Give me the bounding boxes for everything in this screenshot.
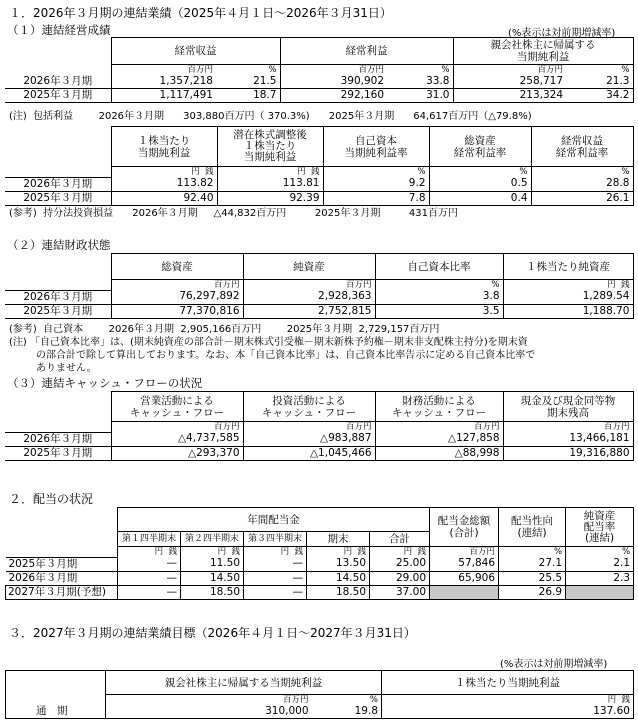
cell: 21.3 bbox=[566, 75, 633, 89]
forecast-title: ３．2027年３月期の連結業績目標（2026年４月１日～2027年３月31日） bbox=[9, 626, 416, 640]
cell: △88,998 bbox=[375, 446, 503, 460]
cell: 1,357,218 bbox=[111, 75, 216, 89]
cell: 390,902 bbox=[280, 75, 387, 89]
cell: △1,045,466 bbox=[243, 446, 375, 460]
row-label: 2025年３月期 bbox=[5, 89, 111, 103]
cell: 26.1 bbox=[531, 191, 633, 205]
header-ordinary-profit: 経常利益 bbox=[280, 38, 453, 65]
cell: △983,887 bbox=[243, 432, 375, 446]
unit: 円 銭 bbox=[382, 695, 634, 706]
header-q2: 第２四半期末 bbox=[181, 532, 244, 547]
cell: 19,316,880 bbox=[503, 446, 633, 460]
unit: % bbox=[323, 167, 429, 178]
cell: — bbox=[118, 571, 181, 585]
cell: 13.50 bbox=[307, 557, 370, 571]
header-total: 合計 bbox=[370, 532, 430, 547]
cell: 1,188.70 bbox=[503, 304, 633, 318]
unit: 百万円 bbox=[243, 280, 375, 291]
forecast-pct-note: (%表示は対前期増減率) bbox=[500, 659, 608, 670]
cell: 65,906 bbox=[430, 571, 499, 585]
cell: 1,289.54 bbox=[503, 290, 633, 304]
row-label: 2025年３月期 bbox=[6, 557, 118, 571]
cell: 34.2 bbox=[566, 89, 633, 103]
cell: 2.1 bbox=[566, 557, 634, 571]
cell: 27.1 bbox=[499, 557, 566, 571]
cell: 31.0 bbox=[387, 89, 453, 103]
cell: 3.8 bbox=[375, 290, 503, 304]
cell: 1,117,491 bbox=[111, 89, 216, 103]
unit: % bbox=[216, 65, 280, 76]
unit: % bbox=[375, 280, 503, 291]
table-row bbox=[6, 705, 634, 719]
unit: 百万円 bbox=[111, 422, 243, 433]
cell: 76,297,892 bbox=[111, 290, 243, 304]
cell: 18.50 bbox=[181, 585, 244, 599]
cell: 7.8 bbox=[323, 191, 429, 205]
cell: 57,846 bbox=[430, 557, 499, 571]
unit: 百万円 bbox=[243, 422, 375, 433]
cell: 292,160 bbox=[280, 89, 387, 103]
cell: 11.50 bbox=[181, 557, 244, 571]
header-diluted-eps: 潜在株式調整後 １株当たり 当期純利益 bbox=[217, 127, 323, 167]
header-net-income: 親会社株主に帰属する 当期純利益 bbox=[453, 38, 633, 65]
unit: 円 銭 bbox=[118, 547, 181, 558]
cell: 18.50 bbox=[307, 585, 370, 599]
table-row bbox=[5, 290, 633, 304]
header-financing-cf: 財務活動による キャッシュ・フロー bbox=[375, 392, 503, 422]
cash-flow-table bbox=[5, 391, 634, 461]
cell: 258,717 bbox=[453, 75, 566, 89]
cell: 37.00 bbox=[370, 585, 430, 599]
cell: 2.3 bbox=[566, 571, 634, 585]
cell: 9.2 bbox=[323, 177, 429, 191]
unit: 百万円 bbox=[453, 65, 566, 76]
row-label: 2025年３月期 bbox=[5, 304, 111, 318]
unit: % bbox=[566, 547, 634, 558]
unit: 円 銭 bbox=[244, 547, 307, 558]
per-share-table bbox=[5, 126, 634, 206]
row-label: 通 期 bbox=[6, 705, 106, 719]
row-label: 2025年３月期 bbox=[5, 446, 111, 460]
header-bps: １株当たり純資産 bbox=[503, 254, 633, 280]
header-payout-ratio: 配当性向 (連結) bbox=[499, 508, 566, 547]
pct-note: (%表示は対前期増減率) bbox=[508, 28, 616, 39]
unit: 百万円 bbox=[503, 422, 633, 433]
header-eps: １株当たり 当期純利益 bbox=[111, 127, 217, 167]
header-capital-ratio: 自己資本比率 bbox=[375, 254, 503, 280]
row-label: 2025年３月期 bbox=[5, 191, 111, 205]
capital-ratio-note-line2: の部合計で除して算出しております。なお、本「自己資本比率」は、自己資本比率告示に定める自己資本比率で bbox=[36, 350, 536, 361]
cell: 14.50 bbox=[181, 571, 244, 585]
cell: 18.7 bbox=[216, 89, 280, 103]
unit: 円 銭 bbox=[307, 547, 370, 558]
cell: 92.40 bbox=[111, 191, 217, 205]
header-dividend-ratio: 純資産 配当率 (連結) bbox=[566, 508, 634, 547]
cell bbox=[430, 585, 499, 599]
table-row bbox=[6, 557, 634, 571]
unit: 百万円 bbox=[375, 422, 503, 433]
header-roe: 自己資本 当期純利益率 bbox=[323, 127, 429, 167]
table-row bbox=[5, 304, 633, 318]
cell: 13,466,181 bbox=[503, 432, 633, 446]
row-label: 2027年３月期(予想) bbox=[6, 585, 118, 599]
unit: 円 銭 bbox=[503, 280, 633, 291]
cell: 3.5 bbox=[375, 304, 503, 318]
header-operating-cf: 営業活動による キャッシュ・フロー bbox=[111, 392, 243, 422]
table-row bbox=[5, 432, 633, 446]
row-label: 2026年３月期 bbox=[5, 432, 111, 446]
cell: △127,858 bbox=[375, 432, 503, 446]
section1-sub-title: （１）連結経営成績 bbox=[7, 23, 111, 37]
cell: 113.81 bbox=[217, 177, 323, 191]
unit: 円 銭 bbox=[111, 167, 217, 178]
cell: 33.8 bbox=[387, 75, 453, 89]
header-forecast-net-income: 親会社株主に帰属する当期純利益 bbox=[106, 671, 382, 695]
cell: △293,370 bbox=[111, 446, 243, 460]
table-row bbox=[5, 75, 633, 89]
own-capital-note: (参考) 自己資本 2026年３月期 2,905,166百万円 2025年３月期 2,729,157百万円 bbox=[9, 324, 440, 335]
cell: 26.9 bbox=[499, 585, 566, 599]
section3-sub-title: （３）連結キャッシュ・フローの状況 bbox=[7, 376, 203, 390]
table-row bbox=[5, 191, 633, 205]
cell: 25.00 bbox=[370, 557, 430, 571]
row-label: 2026年３月期 bbox=[5, 75, 111, 89]
header-investing-cf: 投資活動による キャッシュ・フロー bbox=[243, 392, 375, 422]
unit: 百万円 bbox=[111, 65, 216, 76]
unit: % bbox=[566, 65, 633, 76]
cell: 25.5 bbox=[499, 571, 566, 585]
row-label: 2026年３月期 bbox=[6, 571, 118, 585]
unit: 百万円 bbox=[430, 547, 499, 558]
table-row bbox=[6, 571, 634, 585]
cell: 19.8 bbox=[312, 705, 382, 719]
capital-ratio-note-line1: (注) 「自己資本比率」は、(期末純資産の部合計－期末株式引受権－期末新株予約権－期末非支配株主持分)を期末資 bbox=[9, 337, 528, 348]
row-label: 2026年３月期 bbox=[5, 177, 111, 191]
forecast-table bbox=[5, 670, 634, 719]
header-q1: 第１四半期末 bbox=[118, 532, 181, 547]
unit: 百万円 bbox=[106, 695, 312, 706]
unit: 円 銭 bbox=[370, 547, 430, 558]
cell: 310,000 bbox=[106, 705, 312, 719]
cell: 29.00 bbox=[370, 571, 430, 585]
header-annual-dividend: 年間配当金 bbox=[118, 508, 430, 532]
header-dividend-total: 配当金総額 (合計) bbox=[430, 508, 499, 547]
header-cash-balance: 現金及び現金同等物 期末残高 bbox=[503, 392, 633, 422]
cell: — bbox=[244, 585, 307, 599]
cell: 113.82 bbox=[111, 177, 217, 191]
cell: 213,324 bbox=[453, 89, 566, 103]
section1-title: １．2026年３月期の連結業績（2025年４月１日～2026年３月31日） bbox=[9, 6, 392, 20]
unit: % bbox=[312, 695, 382, 706]
table-row bbox=[6, 585, 634, 599]
unit: 円 銭 bbox=[217, 167, 323, 178]
cell: 2,752,815 bbox=[243, 304, 375, 318]
unit: 円 銭 bbox=[181, 547, 244, 558]
header-total-assets: 総資産 bbox=[111, 254, 243, 280]
cell: △4,737,585 bbox=[111, 432, 243, 446]
table-row bbox=[5, 89, 633, 103]
cell: — bbox=[118, 585, 181, 599]
section2-sub-title: （２）連結財政状態 bbox=[7, 238, 111, 252]
cell: — bbox=[244, 557, 307, 571]
table-row bbox=[5, 177, 633, 191]
unit: 百万円 bbox=[280, 65, 387, 76]
cell: — bbox=[244, 571, 307, 585]
table-row bbox=[5, 446, 633, 460]
unit: % bbox=[531, 167, 633, 178]
financial-position-table bbox=[5, 253, 634, 319]
header-margin: 経常収益 経常利益率 bbox=[531, 127, 633, 167]
header-year-end: 期末 bbox=[307, 532, 370, 547]
unit: 百万円 bbox=[111, 280, 243, 291]
cell: 28.8 bbox=[531, 177, 633, 191]
header-net-assets: 純資産 bbox=[243, 254, 375, 280]
capital-ratio-note-line3: ありません。 bbox=[36, 363, 97, 374]
cell: 0.5 bbox=[429, 177, 531, 191]
cell: — bbox=[118, 557, 181, 571]
cell: 0.4 bbox=[429, 191, 531, 205]
row-label: 2026年３月期 bbox=[5, 290, 111, 304]
cell: 137.60 bbox=[382, 705, 634, 719]
cell: 92.39 bbox=[217, 191, 323, 205]
equity-method-note: (参考) 持分法投資損益 2026年３月期 △44,832百万円 2025年３月期 431百万円 bbox=[9, 208, 459, 219]
operating-results-table bbox=[5, 37, 634, 103]
cell: 77,370,816 bbox=[111, 304, 243, 318]
cell: 2,928,363 bbox=[243, 290, 375, 304]
header-forecast-eps: １株当たり当期純利益 bbox=[382, 671, 634, 695]
comprehensive-income-note: (注) 包括利益 2026年３月期 303,880百万円（ 370.3%) 2025年３月期 64,617百万円（△79.8%) bbox=[9, 111, 532, 122]
unit: % bbox=[429, 167, 531, 178]
unit: % bbox=[499, 547, 566, 558]
dividends-table bbox=[5, 507, 634, 600]
dividends-title: ２．配当の状況 bbox=[9, 492, 94, 506]
header-q3: 第３四半期末 bbox=[244, 532, 307, 547]
header-ordinary-income: 経常収益 bbox=[111, 38, 280, 65]
cell bbox=[566, 585, 634, 599]
unit: % bbox=[387, 65, 453, 76]
header-roa: 総資産 経常利益率 bbox=[429, 127, 531, 167]
cell: 14.50 bbox=[307, 571, 370, 585]
cell: 21.5 bbox=[216, 75, 280, 89]
